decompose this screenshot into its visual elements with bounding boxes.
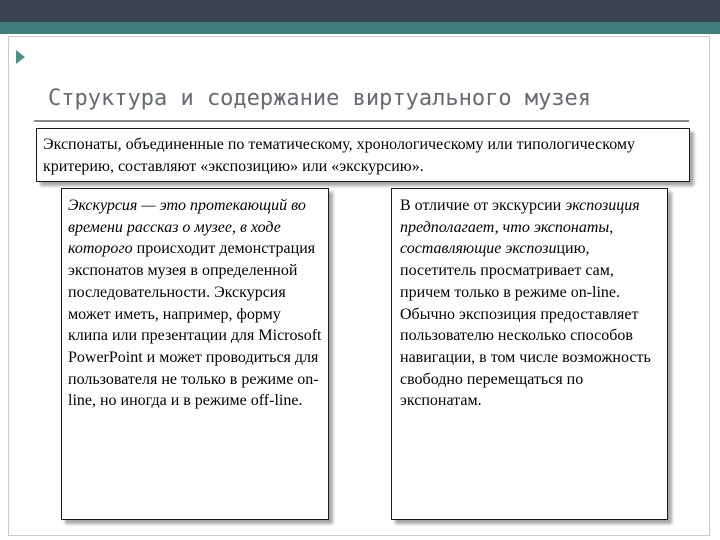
accent-bar [0, 22, 720, 34]
excursion-box [61, 188, 329, 520]
triangle-marker-icon [16, 50, 25, 64]
exposition-navigation-text: Обычно экспозиция предоставляет пользователю несколько способов навигации, в том числе возможность свободно перемещаться по экспонатам. [400, 305, 651, 410]
title-underline [34, 120, 689, 122]
exposition-lead: В отличие от экскурсии [400, 197, 566, 214]
exposition-box [391, 188, 668, 520]
excursion-description: происходит демонстрация экспонатов музея в определенной последовательности. Экскурсия может иметь, например, форму клипа или презентации для Microsoft PowerPoint и может проводиться для пользователя не только в режиме on-line, но иногда и в режиме off-line. [68, 240, 322, 410]
intro-text: Экспонаты, объединенные по тематическому, хронологическому или типологическому критерию, составляют «экспозицию» или «экскурсию». [43, 136, 636, 175]
exposition-definition: экспозиция предполагает, что экспонаты, составляющие экспози [400, 197, 640, 258]
slide-title: Структура и содержание виртуального музея [48, 86, 592, 111]
excursion-definition: Экскурсия — это протекающий во времени рассказ о музее, в ходе которого [68, 197, 306, 258]
exposition-description: цию, посетитель просматривает сам, причем только в режиме on-line. [400, 240, 621, 301]
intro-box [36, 128, 690, 182]
top-bar [0, 0, 720, 22]
